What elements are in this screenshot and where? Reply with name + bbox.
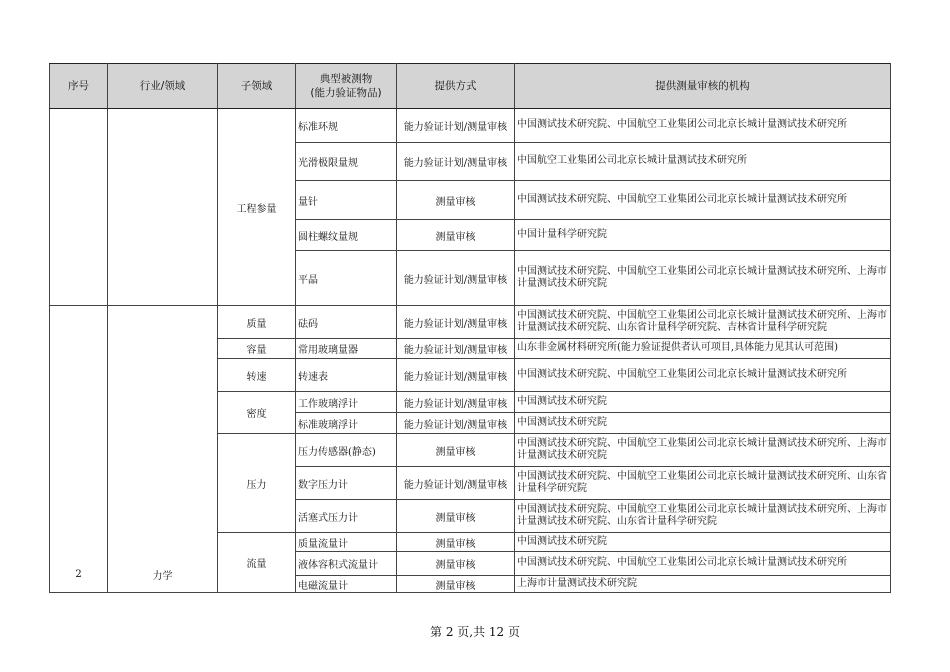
method-cell: 测量审核 [397,552,515,576]
header-item [296,64,397,109]
method-cell: 能力验证计划/测量审核 [397,251,515,306]
org-cell: 中国测试技术研究院 [515,413,891,434]
item-cell: 压力传感器(静态) [296,434,397,467]
org-cell: 上海市计量测试技术研究院 [515,576,891,593]
industry-value: 力学 [152,571,173,582]
method-cell: 测量审核 [397,220,515,251]
method-cell: 能力验证计划/测量审核 [397,392,515,413]
item-cell: 工作玻璃浮计 [296,392,397,413]
header-item-line1: 典型被测物 [319,72,373,85]
item-cell: 砝码 [296,306,397,339]
header-industry: 行业/领域 [108,64,218,109]
seq-value: 2 [75,569,82,580]
org-cell: 中国测试技术研究院、中国航空工业集团公司北京长城计量测试技术研究所、上海市计量测试技术研究院 [515,434,891,467]
header-row [50,64,891,109]
item-cell: 平晶 [296,251,397,306]
seq-cell-blank [50,109,108,306]
item-cell: 圆柱螺纹量规 [296,220,397,251]
item-cell: 光滑极限量规 [296,143,397,181]
subfield-cell: 转速 [218,359,296,392]
subfield-cell: 密度 [218,392,296,434]
item-cell: 转速表 [296,359,397,392]
method-cell: 测量审核 [397,434,515,467]
header-subfield: 子领域 [218,64,296,109]
item-cell: 标准玻璃浮计 [296,413,397,434]
method-cell: 能力验证计划/测量审核 [397,306,515,339]
industry-cell [108,306,218,593]
org-cell: 山东非金属材料研究所(能力验证提供者认可项目,具体能力见其认可范围) [515,339,891,359]
table-row [50,109,891,143]
method-cell: 能力验证计划/测量审核 [397,339,515,359]
method-cell: 测量审核 [397,181,515,220]
org-cell: 中国航空工业集团公司北京长城计量测试技术研究所 [515,143,891,181]
item-cell: 液体容积式流量计 [296,552,397,576]
subfield-cell: 工程参量 [218,109,296,306]
org-cell: 中国测试技术研究院、中国航空工业集团公司北京长城计量测试技术研究所、上海市计量测试技术研究院、山东省计量科学研究院、吉林省计量科学研究院 [515,306,891,339]
org-cell: 中国测试技术研究院、中国航空工业集团公司北京长城计量测试技术研究所、山东省计量科学研究院 [515,467,891,500]
org-cell: 中国测试技术研究院、中国航空工业集团公司北京长城计量测试技术研究所、上海市计量测试技术研究院、山东省计量科学研究院 [515,500,891,533]
item-cell: 数字压力计 [296,467,397,500]
item-cell: 活塞式压力计 [296,500,397,533]
org-cell: 中国测试技术研究院 [515,533,891,552]
header-item-line2: (能力验证物品) [310,87,382,99]
subfield-cell: 容量 [218,339,296,359]
org-cell: 中国测试技术研究院 [515,392,891,413]
industry-cell-blank [108,109,218,306]
item-cell: 常用玻璃量器 [296,339,397,359]
org-cell: 中国计量科学研究院 [515,220,891,251]
table-row [50,306,891,339]
subfield-cell: 流量 [218,533,296,593]
method-cell: 能力验证计划/测量审核 [397,359,515,392]
item-cell: 电磁流量计 [296,576,397,593]
method-cell: 能力验证计划/测量审核 [397,109,515,143]
org-cell: 中国测试技术研究院、中国航空工业集团公司北京长城计量测试技术研究所 [515,552,891,576]
subfield-cell: 压力 [218,434,296,533]
subfield-cell: 质量 [218,306,296,339]
header-method: 提供方式 [397,64,515,109]
method-cell: 测量审核 [397,576,515,593]
method-cell: 能力验证计划/测量审核 [397,467,515,500]
header-org: 提供测量审核的机构 [515,64,891,109]
method-cell: 测量审核 [397,500,515,533]
item-cell: 标准环规 [296,109,397,143]
item-cell: 质量流量计 [296,533,397,552]
method-cell: 能力验证计划/测量审核 [397,413,515,434]
header-seq: 序号 [50,64,108,109]
page-footer: 第 2 页,共 12 页 [430,625,520,639]
org-cell: 中国测试技术研究院、中国航空工业集团公司北京长城计量测试技术研究所、上海市计量测试技术研究院 [515,251,891,306]
org-cell: 中国测试技术研究院、中国航空工业集团公司北京长城计量测试技术研究所 [515,109,891,143]
method-cell: 测量审核 [397,533,515,552]
method-cell: 能力验证计划/测量审核 [397,143,515,181]
calibration-table [49,63,891,593]
org-cell: 中国测试技术研究院、中国航空工业集团公司北京长城计量测试技术研究所 [515,359,891,392]
org-cell: 中国测试技术研究院、中国航空工业集团公司北京长城计量测试技术研究所 [515,181,891,220]
seq-cell [50,306,108,593]
item-cell: 量针 [296,181,397,220]
